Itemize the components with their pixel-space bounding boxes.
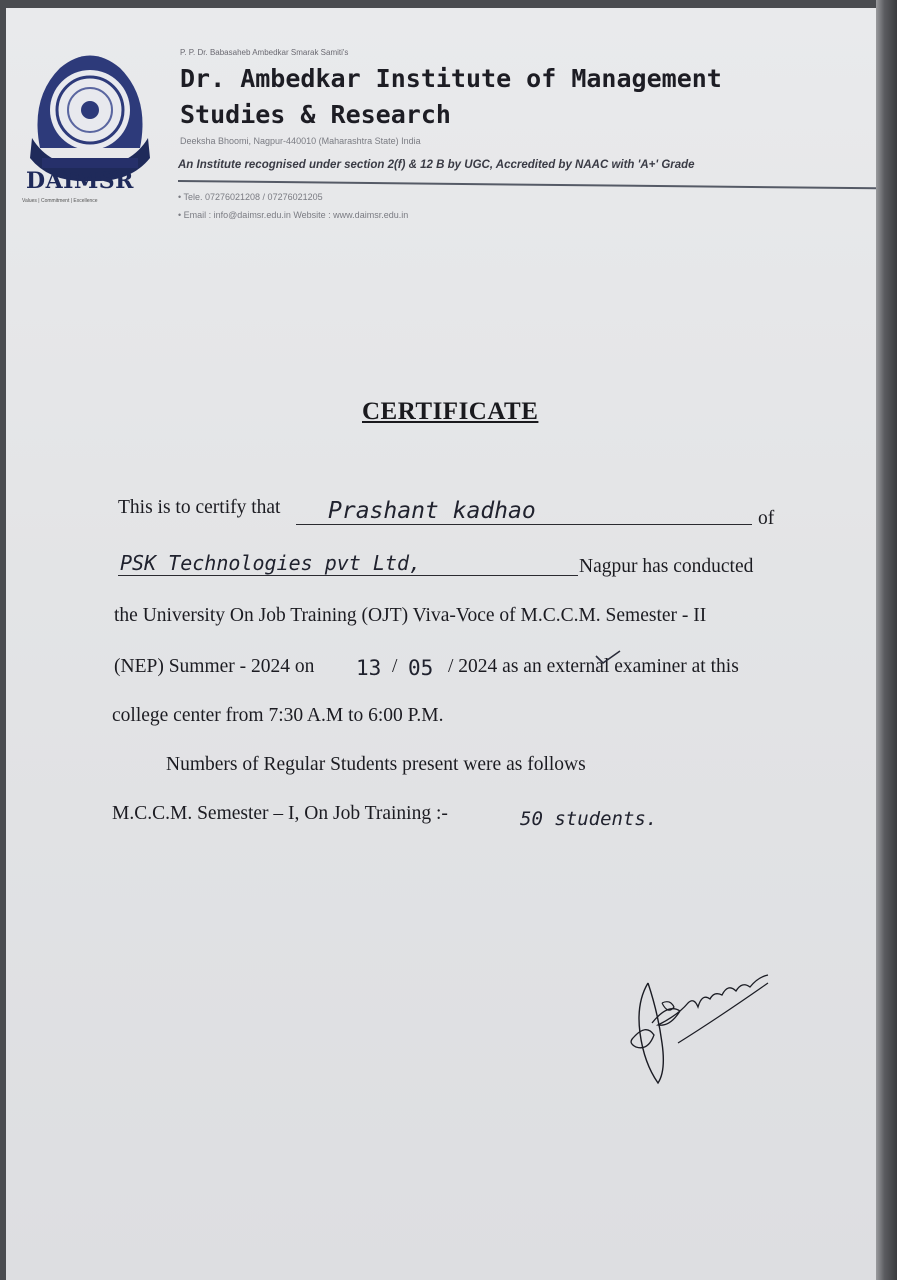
examiner-name-handwritten: Prashant kadhao [328, 498, 536, 524]
date-line-prefix: (NEP) Summer - 2024 on [114, 656, 315, 677]
semester-line: M.C.C.M. Semester – I, On Job Training :- [112, 803, 448, 824]
date-separator: / [392, 656, 398, 677]
phone-line: • Tele. 07276021208 / 07276021205 [178, 192, 323, 202]
institute-address: Deeksha Bhoomi, Nagpur-440010 (Maharashtra State) India [180, 136, 421, 146]
students-intro: Numbers of Regular Students present were as follows [166, 754, 586, 775]
ojt-line: the University On Job Training (OJT) Viva-Voce of M.C.C.M. Semester - II [114, 605, 707, 626]
email-website-line: • Email : info@daimsr.edu.in Website : www.daimsr.edu.in [178, 210, 409, 220]
students-count-handwritten: 50 students. [520, 808, 658, 830]
logo-tagline: Values | Commitment | Excellence [22, 198, 98, 204]
trust-name: P. P. Dr. Babasaheb Ambedkar Smarak Samiti's [180, 48, 349, 57]
header-divider [178, 180, 876, 190]
photo-background-edge [876, 0, 897, 1280]
certify-prefix: This is to certify that [118, 497, 281, 518]
certificate-title: CERTIFICATE [362, 398, 539, 425]
timing-line: college center from 7:30 A.M to 6:00 P.M. [112, 705, 444, 726]
date-month-handwritten: 05 [408, 656, 434, 680]
institute-name-line1: Dr. Ambedkar Institute of Management [180, 64, 722, 93]
institute-name-line2: Studies & Research [180, 100, 451, 129]
date-day-handwritten: 13 [356, 656, 382, 680]
tick-mark-icon [594, 648, 622, 666]
nagpur-conducted-text: Nagpur has conducted [579, 556, 754, 577]
logo-text: DAIMSR [26, 168, 134, 194]
company-handwritten: PSK Technologies pvt Ltd, [120, 551, 422, 575]
date-line-suffix: / 2024 as an external examiner at this [448, 656, 739, 677]
of-text: of [758, 508, 775, 529]
examiner-signature [618, 963, 778, 1093]
recognition-line: An Institute recognised under section 2(f) & 12 B by UGC, Accredited by NAAC with 'A+' Grade [178, 159, 695, 171]
company-underline [118, 575, 578, 576]
name-underline [296, 524, 752, 525]
certificate-page [6, 8, 876, 1280]
